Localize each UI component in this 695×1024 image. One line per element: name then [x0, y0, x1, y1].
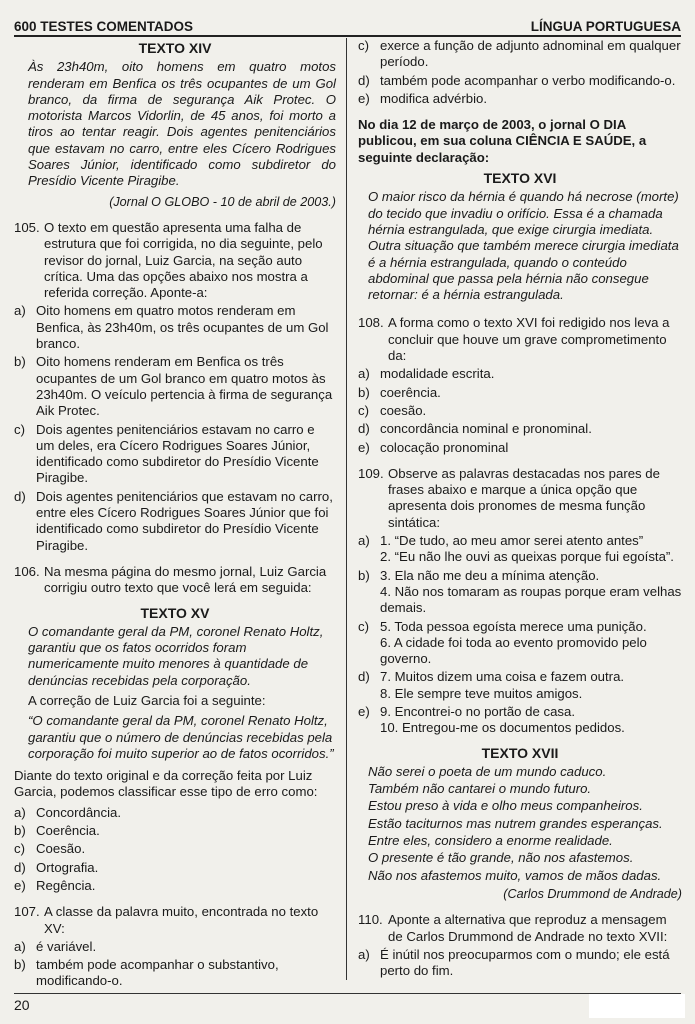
- correction-text: “O comandante geral da PM, coronel Renato Holtz, garantiu que o número de denúncias recebidas pela corporação foi muito superior ao de fatos ocorridos.”: [28, 713, 334, 761]
- page-number: 20: [14, 997, 30, 1013]
- question-text: A classe da palavra muito, encontrada no texto XV:: [44, 904, 319, 936]
- sentence: 10. Entregou-me os documentos pedidos.: [380, 720, 625, 736]
- question-108: [358, 315, 682, 364]
- sentence: 7. Muitos dizem uma coisa e fazem outra.: [380, 669, 625, 685]
- sentence: 4. Não nos tomaram as roupas porque eram velhas demais.: [380, 583, 682, 616]
- option: [14, 489, 336, 554]
- option-letter: d): [358, 669, 370, 685]
- poem-line: Não serei o poeta de um mundo caduco.: [368, 763, 607, 779]
- option-letter: b): [14, 957, 26, 973]
- sentence: 3. Ela não me deu a mínima atenção.: [380, 567, 600, 583]
- option-letter: e): [358, 439, 370, 455]
- option-letter: b): [358, 384, 370, 400]
- question-number: 110.: [358, 912, 383, 928]
- footer-blank-patch: [589, 994, 685, 1018]
- question-number: 109.: [358, 465, 384, 481]
- option-text: é variável.: [36, 938, 97, 954]
- book-title: 600 TESTES COMENTADOS: [14, 19, 194, 34]
- texto-xvi-title: TEXTO XVI: [483, 170, 557, 187]
- option-text: Oito homens renderam em Benfica os três ocupantes de um Gol branco em quatro motos às 23h40m. O veículo pertencia à firma de segurança Aik Protec.: [36, 354, 333, 419]
- question-107: [14, 904, 336, 937]
- option: [358, 568, 682, 617]
- option: [358, 533, 682, 566]
- option-text: Oito homens em quatro motos renderam em Benfica, às 23h40m, os três ocupantes de um Gol branco.: [36, 303, 329, 352]
- option-letter: d): [358, 421, 370, 437]
- poem-line: Entre eles, considero a enorme realidade.: [368, 833, 613, 849]
- option: [358, 669, 682, 702]
- option-letter: b): [14, 823, 26, 839]
- question-text: Observe as palavras destacadas nos pares de frases abaixo e marque a única opção que apresenta dois pronomes de mesma função sintática:: [388, 465, 660, 530]
- texto-xiv-body: Às 23h40m, oito homens em quatro motos renderam em Benfica os três ocupantes de um Gol branco, da firma de segurança Aik Protec. O motorista Marcos Vidorlin, de 45 anos, foi morto a tiros ao tentar reagir. Dois agentes penitenciários que estavam no carro, entre eles Cícero Rodrigues Soares Júnior, identificado como subdiretor do Presídio Vicente Piragibe.: [28, 59, 336, 189]
- texto-xv-body: O comandante geral da PM, coronel Renato Holtz, garantiu que os fatos ocorridos foram numericamente muito menores à quantidade de denúncias recebidas pela corporação.: [28, 623, 324, 688]
- sentence: 6. A cidade foi toda ao evento promovido pelo governo.: [380, 634, 647, 667]
- option-letter: e): [358, 90, 370, 106]
- option-text: Concordância.: [36, 804, 122, 820]
- correction-intro: A correção de Luiz Garcia foi a seguinte:: [28, 692, 266, 708]
- option: [14, 303, 336, 352]
- option-letter: d): [14, 859, 26, 875]
- option: [358, 73, 682, 89]
- option-text: modifica advérbio.: [380, 90, 488, 106]
- option-text: coerência.: [380, 384, 441, 400]
- option: [14, 805, 336, 821]
- option-letter: c): [14, 421, 25, 437]
- option: [358, 91, 682, 107]
- sentence: 9. Encontrei-o no portão de casa.: [380, 703, 576, 719]
- option-letter: a): [14, 303, 26, 319]
- option: [358, 619, 682, 668]
- option-text: concordância nominal e pronominal.: [380, 421, 592, 437]
- option-letter: e): [14, 877, 26, 893]
- texto-xv-title: TEXTO XV: [140, 604, 210, 621]
- option-letter: a): [14, 804, 26, 820]
- option-letter: d): [358, 72, 370, 88]
- question-text: Aponte a alternativa que reproduz a mensagem de Carlos Drummond de Andrade no texto XVII:: [388, 912, 668, 944]
- option-letter: b): [14, 354, 26, 370]
- sentence: 5. Toda pessoa egoísta merece uma punição.: [380, 618, 647, 634]
- option: [358, 947, 682, 980]
- texto-xvii-poem: [368, 764, 682, 884]
- question-106: [14, 564, 336, 597]
- option-letter: c): [358, 618, 369, 634]
- question-109: [358, 466, 682, 531]
- option: [14, 823, 336, 839]
- question-number: 107.: [14, 904, 40, 920]
- option: [14, 354, 336, 419]
- option: [14, 957, 336, 990]
- texto-xvii-source: (Carlos Drummond de Andrade): [503, 886, 682, 901]
- sentence: 2. “Eu não lhe ouvi as queixas porque fui egoísta”.: [380, 549, 674, 565]
- poem-line: Também não cantarei o mundo futuro.: [368, 781, 592, 797]
- poem-line: O presente é tão grande, não nos afastemos.: [368, 850, 634, 866]
- texto-xiv-source: (Jornal O GLOBO - 10 de abril de 2003.): [109, 194, 336, 209]
- question-text: A forma como o texto XVI foi redigido nos leva a concluir que houve um grave comprometimento da:: [388, 315, 670, 364]
- sentence: 1. “De tudo, ao meu amor serei atento antes”: [380, 533, 644, 549]
- option-text: Ortografia.: [36, 859, 99, 875]
- page-footer: [14, 993, 681, 1013]
- option: [358, 38, 682, 71]
- option: [358, 403, 682, 419]
- question-105: [14, 220, 336, 301]
- option-letter: d): [14, 488, 26, 504]
- option-text: modalidade escrita.: [380, 366, 495, 382]
- option: [14, 878, 336, 894]
- option-text: Dois agentes penitenciários estavam no carro e um deles, era Cícero Rodrigues Soares Júnior, identificado como subdiretor do Presídio Vicente Piragibe.: [36, 421, 319, 486]
- option-letter: e): [358, 703, 370, 719]
- option-letter: a): [358, 366, 370, 382]
- right-column: [358, 38, 682, 981]
- option: [358, 440, 682, 456]
- option-text: Coesão.: [36, 841, 86, 857]
- left-column: [14, 38, 336, 992]
- option: [358, 366, 682, 382]
- option: [358, 421, 682, 437]
- question-110: [358, 912, 682, 945]
- option-text: Dois agentes penitenciários que estavam no carro, entre eles Cícero Rodrigues Soares Júnior que foi identificado como subdiretor do Presídio Vicente Piragibe.: [36, 488, 333, 553]
- option: [14, 841, 336, 857]
- option-letter: c): [358, 38, 369, 53]
- option-text: Regência.: [36, 877, 96, 893]
- option-text: colocação pronominal: [380, 439, 509, 455]
- option-text: É inútil nos preocuparmos com o mundo; ele está perto do fim.: [380, 946, 670, 979]
- option-letter: a): [358, 946, 370, 962]
- poem-line: Não nos afastemos muito, vamos de mãos dadas.: [368, 867, 662, 883]
- texto-xvi-intro: No dia 12 de março de 2003, o jornal O DIA publicou, em sua coluna CIÊNCIA E SAÚDE, a seguinte declaração:: [358, 117, 647, 165]
- option-text: exerce a função de adjunto adnominal em qualquer período.: [380, 38, 681, 70]
- texto-xvii-title: TEXTO XVII: [481, 744, 559, 761]
- question-106-prompt: Diante do texto original e da correção feita por Luiz Garcia, podemos classificar esse tipo de erro como:: [14, 768, 318, 800]
- sentence: 8. Ele sempre teve muitos amigos.: [380, 685, 583, 701]
- texto-xiv-title: TEXTO XIV: [138, 40, 212, 56]
- poem-line: Estão taciturnos mas nutrem grandes esperanças.: [368, 815, 663, 831]
- option-letter: a): [358, 533, 370, 549]
- option-letter: c): [14, 841, 25, 857]
- question-text: O texto em questão apresenta uma falha de estrutura que foi corrigida, no dia seguinte, pelo revisor do jornal, Luiz Garcia, na seção auto crítica. Uma das opções abaixo nos mostra a referida correção. Aponte-a:: [44, 219, 323, 301]
- question-number: 106.: [14, 563, 40, 579]
- column-divider: [346, 38, 347, 980]
- question-number: 108.: [358, 315, 384, 331]
- question-text: Na mesma página do mesmo jornal, Luiz Garcia corrigiu outro texto que você lerá em seguida:: [44, 563, 327, 596]
- option-letter: a): [14, 938, 26, 954]
- subject-title: LÍNGUA PORTUGUESA: [530, 19, 681, 34]
- option-text: Coerência.: [36, 823, 100, 839]
- poem-line: Estou preso à vida e olho meus companheiros.: [368, 798, 643, 814]
- option-letter: b): [358, 567, 370, 583]
- question-number: 105.: [14, 219, 40, 235]
- option: [14, 860, 336, 876]
- option-text: coesão.: [380, 402, 427, 418]
- option-letter: c): [358, 402, 369, 418]
- option: [358, 704, 682, 737]
- texto-xvi-body: O maior risco da hérnia é quando há necrose (morte) do tecido que invadiu o orifício. Essa é a chamada hérnia estrangulada, que exige cirurgia imediata. Outra situação que também merece cirurgia imediata é a hérnia estrangulada, quando o conteúdo abdominal que passa pela hérnia não consegue retornar: é a hérnia estrangulada.: [368, 189, 679, 303]
- option-text: também pode acompanhar o verbo modificando-o.: [380, 72, 676, 88]
- option: [14, 939, 336, 955]
- option: [14, 422, 336, 487]
- option: [358, 385, 682, 401]
- page-header: [14, 12, 681, 37]
- option-text: também pode acompanhar o substantivo, modificando-o.: [36, 957, 279, 989]
